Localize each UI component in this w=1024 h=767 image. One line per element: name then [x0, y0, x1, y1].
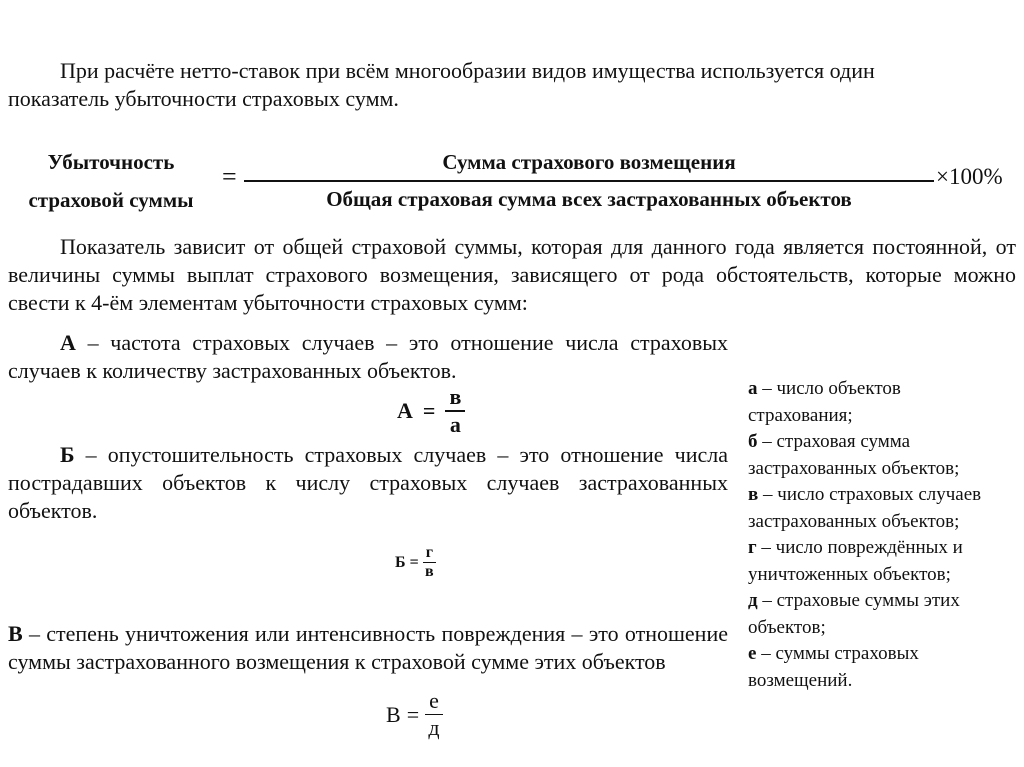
legend-text: – страховая сумма застрахованных объектов; [748, 431, 960, 479]
legend-letter: а [748, 378, 758, 399]
formula-a-numerator: в [449, 384, 462, 409]
legend-letter: в [748, 484, 759, 505]
legend-item [748, 535, 1000, 588]
legend-item [748, 482, 1000, 535]
formula-b-numerator: г [425, 544, 433, 561]
legend-text: – страховые суммы этих объектов; [748, 590, 960, 638]
formula-b-lhs: Б [395, 553, 406, 571]
formula-b-equals: = [409, 553, 419, 571]
formula-fraction-bar [244, 180, 934, 182]
dependency-paragraph: Показатель зависит от общей страховой суммы, которая для данного года является постоянной, от величины суммы выплат страхового возмещения, зависящего от рода обстоятельств, которые можно свести к 4-ём элементам убыточности страховых сумм: [8, 234, 1016, 315]
element-a-letter: А [60, 330, 76, 355]
element-v-paragraph [8, 620, 728, 676]
legend-letter: б [748, 431, 758, 452]
formula-numerator: Сумма страхового возмещения [442, 150, 736, 174]
legend-text: – суммы страховых возмещений. [748, 643, 919, 691]
element-a-paragraph [8, 329, 728, 385]
element-b-paragraph [8, 441, 728, 525]
formula-a-lhs: А [397, 398, 413, 423]
formula-lhs [0, 143, 222, 219]
legend-letter: д [748, 590, 758, 611]
intro-line-1: При расчёте нетто-ставок при всём многообразии видов имущества используется один [60, 58, 875, 83]
element-v-letter: В [8, 621, 23, 646]
intro-line-2: показатель убыточности страховых сумм. [8, 86, 399, 111]
variables-legend [748, 376, 1000, 694]
formula-a [397, 384, 465, 438]
formula-multiplier: ×100% [936, 164, 1003, 189]
legend-item [748, 641, 1000, 694]
formula-v [386, 688, 443, 741]
formula-b [395, 544, 436, 581]
element-a-text: – частота страховых случаев – это отношение числа страховых случаев к количеству застрахованных объектов. [8, 330, 728, 383]
element-b-text: – опустошительность страховых случаев – это отношение числа пострадавших объектов к числу страховых случаев застрахованных объектов. [8, 442, 728, 523]
element-v-text: – степень уничтожения или интенсивность повреждения – это отношение суммы застрахованного возмещения к страховой сумме этих объектов [8, 621, 728, 674]
legend-item [748, 376, 1000, 429]
legend-text: – число объектов страхования; [748, 378, 901, 426]
formula-v-numerator: е [429, 688, 439, 713]
legend-letter: е [748, 643, 757, 664]
formula-equals: = [222, 162, 237, 191]
intro-paragraph [8, 57, 1016, 113]
legend-letter: г [748, 537, 757, 558]
legend-item [748, 429, 1000, 482]
formula-v-lhs: В [386, 701, 401, 727]
legend-item [748, 588, 1000, 641]
formula-lhs-line-2: страховой суммы [28, 188, 194, 212]
formula-lhs-line-1: Убыточность [47, 150, 175, 174]
formula-b-denominator: в [425, 563, 434, 580]
element-b-letter: Б [60, 442, 75, 467]
legend-text: – число повреждённых и уничтоженных объектов; [748, 537, 963, 585]
formula-a-equals: = [422, 398, 436, 423]
formula-v-equals: = [406, 701, 420, 727]
formula-v-denominator: д [428, 715, 440, 740]
formula-a-denominator: а [449, 412, 461, 437]
formula-denominator: Общая страховая сумма всех застрахованных объектов [326, 187, 852, 211]
legend-text: – число страховых случаев застрахованных объектов; [748, 484, 982, 532]
